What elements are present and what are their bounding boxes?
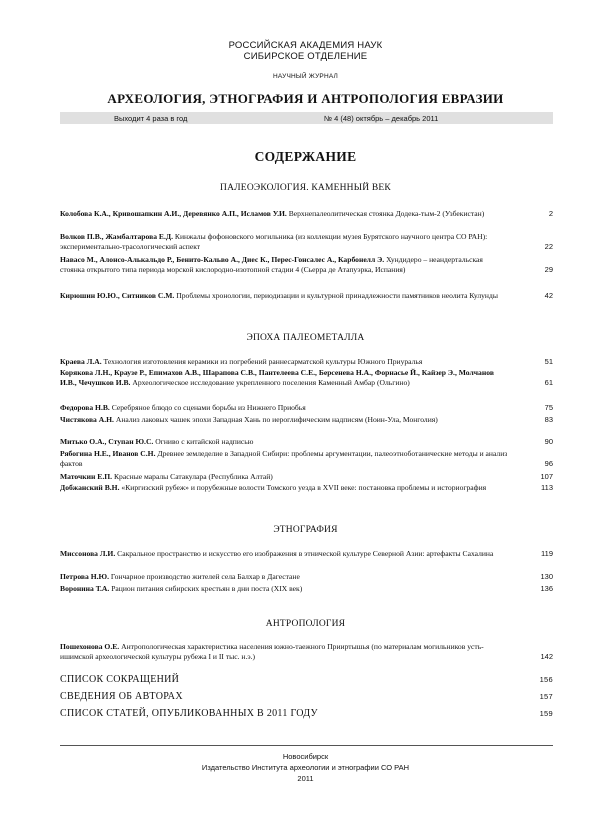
toc-entry[interactable] bbox=[60, 549, 553, 559]
extra-title: СПИСОК СТАТЕЙ, ОПУБЛИКОВАННЫХ В 2011 ГОДУ bbox=[60, 708, 318, 719]
section-title: ПАЛЕОЭКОЛОГИЯ. КАМЕННЫЙ ВЕК bbox=[220, 183, 391, 193]
footer-year: 2011 bbox=[297, 774, 314, 783]
toc-entry[interactable] bbox=[60, 368, 553, 388]
entry-page: 42 bbox=[544, 291, 553, 300]
entry-authors: Краева Л.А. bbox=[60, 357, 102, 366]
entry-page: 75 bbox=[544, 403, 553, 412]
contents-heading: СОДЕРЖАНИЕ bbox=[254, 149, 357, 164]
toc-extra[interactable] bbox=[60, 691, 553, 702]
extra-page: 156 bbox=[539, 675, 553, 684]
entry-authors: Корякова Л.Н., Краузе Р., Епимахов А.В., Шарапова С.В., Пантелеева С.Е., Берсенева Н.А., Форнасье Й., Кайзер Э., Молчанов И.В., Чечушков И.В. bbox=[60, 368, 494, 388]
section-title: ЭТНОГРАФИЯ bbox=[273, 525, 338, 535]
entry-authors: Колобова К.А., Кривошапкин А.И., Деревянко А.П., Исламов У.И. bbox=[60, 209, 287, 218]
entry-title: Хундидеро – неандертальская стоянка открытого типа периода морской кислородно-изотопной стадии 4 (Сьерра де Атапуэрка, Испания) bbox=[60, 255, 483, 275]
entry-title: Огниво с китайской надписью bbox=[155, 437, 254, 446]
entry-page: 130 bbox=[540, 572, 553, 581]
entry-page: 136 bbox=[540, 584, 553, 593]
extra-page: 159 bbox=[539, 709, 553, 718]
toc-entry[interactable] bbox=[60, 449, 553, 469]
footer-divider bbox=[60, 745, 553, 746]
toc-entry[interactable] bbox=[60, 415, 553, 425]
entry-title: Проблемы хронологии, периодизации и культурной принадлежности памятников неолита Кулунды bbox=[176, 291, 498, 300]
entry-title: Анализ лаковых чашек эпохи Западная Хань по иероглифическим надписям (Ноин-Ула, Монголия) bbox=[115, 415, 438, 424]
entry-authors: Рябогина Н.Е., Иванов С.Н. bbox=[60, 449, 156, 458]
entry-authors: Пошехонова О.Е. bbox=[60, 642, 120, 651]
entry-authors: Волков П.В., Жамбалтарова Е.Д. bbox=[60, 232, 174, 241]
entry-page: 90 bbox=[544, 437, 553, 446]
toc-entry[interactable] bbox=[60, 483, 553, 493]
org-line-1: РОССИЙСКАЯ АКАДЕМИЯ НАУК bbox=[228, 40, 383, 51]
toc-entry[interactable] bbox=[60, 642, 553, 662]
section-title: АНТРОПОЛОГИЯ bbox=[265, 619, 346, 629]
entry-title: Гончарное производство жителей села Балхар в Дагестане bbox=[110, 572, 300, 581]
entry-page: 29 bbox=[544, 265, 553, 275]
entry-authors: Кирюшин Ю.Ю., Ситников С.М. bbox=[60, 291, 175, 300]
entry-title: Красные маралы Сатакулара (Республика Алтай) bbox=[113, 472, 273, 481]
entry-authors: Митько О.А., Ступан Ю.С. bbox=[60, 437, 154, 446]
entry-page: 113 bbox=[541, 483, 553, 492]
entry-title: «Киргизский рубеж» и порубежные волости Томского уезда в XVII веке: постановка проблемы и историография bbox=[121, 483, 487, 492]
entry-title: Технология изготовления керамики из погребений раннесарматской культуры Южного Приуралья bbox=[103, 357, 423, 366]
entry-authors: Маточкин Е.П. bbox=[60, 472, 113, 481]
entry-title: Рацион питания сибирских крестьян в дни поста (XIX век) bbox=[111, 584, 303, 593]
entry-authors: Федорова Н.В. bbox=[60, 403, 110, 412]
toc-extra[interactable] bbox=[60, 674, 553, 685]
section-title: ЭПОХА ПАЛЕОМЕТАЛЛА bbox=[246, 333, 365, 343]
entry-page: 96 bbox=[544, 459, 553, 469]
entry-authors: Воронина Т.А. bbox=[60, 584, 110, 593]
toc-entry[interactable] bbox=[60, 291, 553, 301]
entry-authors: Чистякова А.Н. bbox=[60, 415, 114, 424]
toc-entry[interactable] bbox=[60, 209, 553, 219]
entry-title: Верхнепалеолитическая стоянка Додека-тым-2 (Узбекистан) bbox=[288, 209, 485, 218]
entry-page: 107 bbox=[540, 472, 553, 481]
journal-title: АРХЕОЛОГИЯ, ЭТНОГРАФИЯ И АНТРОПОЛОГИЯ ЕВРАЗИИ bbox=[107, 91, 504, 106]
toc-entry[interactable] bbox=[60, 403, 553, 413]
entry-page: 61 bbox=[544, 378, 553, 388]
org-line-2: СИБИРСКОЕ ОТДЕЛЕНИЕ bbox=[243, 51, 368, 62]
entry-page: 119 bbox=[541, 549, 553, 558]
entry-authors: Миссонова Л.И. bbox=[60, 549, 116, 558]
toc-entry[interactable] bbox=[60, 232, 553, 252]
toc-entry[interactable] bbox=[60, 255, 553, 275]
extra-page: 157 bbox=[539, 692, 553, 701]
extra-title: СПИСОК СОКРАЩЕНИЙ bbox=[60, 674, 180, 685]
entry-page: 51 bbox=[544, 357, 553, 366]
entry-page: 2 bbox=[548, 209, 553, 218]
footer-publisher: Издательство Института археологии и этнографии СО РАН bbox=[201, 763, 410, 772]
toc-entry[interactable] bbox=[60, 572, 553, 582]
entry-page: 22 bbox=[544, 242, 553, 252]
entry-title: Сакральное пространство и искусство его изображения в этнической культуре Северной Азии: артефакты Сахалина bbox=[117, 549, 494, 558]
extra-title: СВЕДЕНИЯ ОБ АВТОРАХ bbox=[60, 691, 183, 702]
entry-title: Археологическое исследование укрепленного поселения Каменный Амбар (Ольгино) bbox=[132, 378, 410, 388]
toc-entry[interactable] bbox=[60, 584, 553, 594]
issue-number: № 4 (48) октябрь – декабрь 2011 bbox=[324, 114, 439, 123]
footer-city: Новосибирск bbox=[282, 752, 329, 761]
entry-page: 142 bbox=[540, 652, 553, 662]
entry-authors: Добжанский В.Н. bbox=[60, 483, 120, 492]
toc-extra[interactable] bbox=[60, 708, 553, 719]
publication-frequency: Выходит 4 раза в год bbox=[114, 114, 188, 123]
entry-title: Серебряное блюдо со сценами борьбы из Нижнего Приобья bbox=[111, 403, 306, 412]
entry-authors: Навасо М., Алонсо-Алькальдо Р., Бенито-Кальво А., Диес К., Перес-Гонсалес А., Карбонелл Э. bbox=[60, 255, 385, 264]
entry-title: Кинжалы фофоновского могильника (из коллекции музея Бурятского научного центра СО РАН): экспериментально-трасологический аспект bbox=[60, 232, 488, 252]
entry-authors: Петрова Н.Ю. bbox=[60, 572, 109, 581]
entry-title: Древнее земледелие в Западной Сибири: проблемы аргументации, палеоэтноботанические методы и анализ фактов bbox=[60, 449, 508, 469]
entry-title: Антропологическая характеристика населения южно-таежного Прииртышья (по материалам могильников усть-ишимской археологической культуры рубежа I и II тыс. н.э.) bbox=[60, 642, 484, 662]
entry-page: 83 bbox=[544, 415, 553, 424]
toc-entry[interactable] bbox=[60, 357, 553, 367]
journal-type: НАУЧНЫЙ ЖУРНАЛ bbox=[273, 73, 338, 80]
toc-entry[interactable] bbox=[60, 437, 553, 447]
toc-entry[interactable] bbox=[60, 472, 553, 482]
